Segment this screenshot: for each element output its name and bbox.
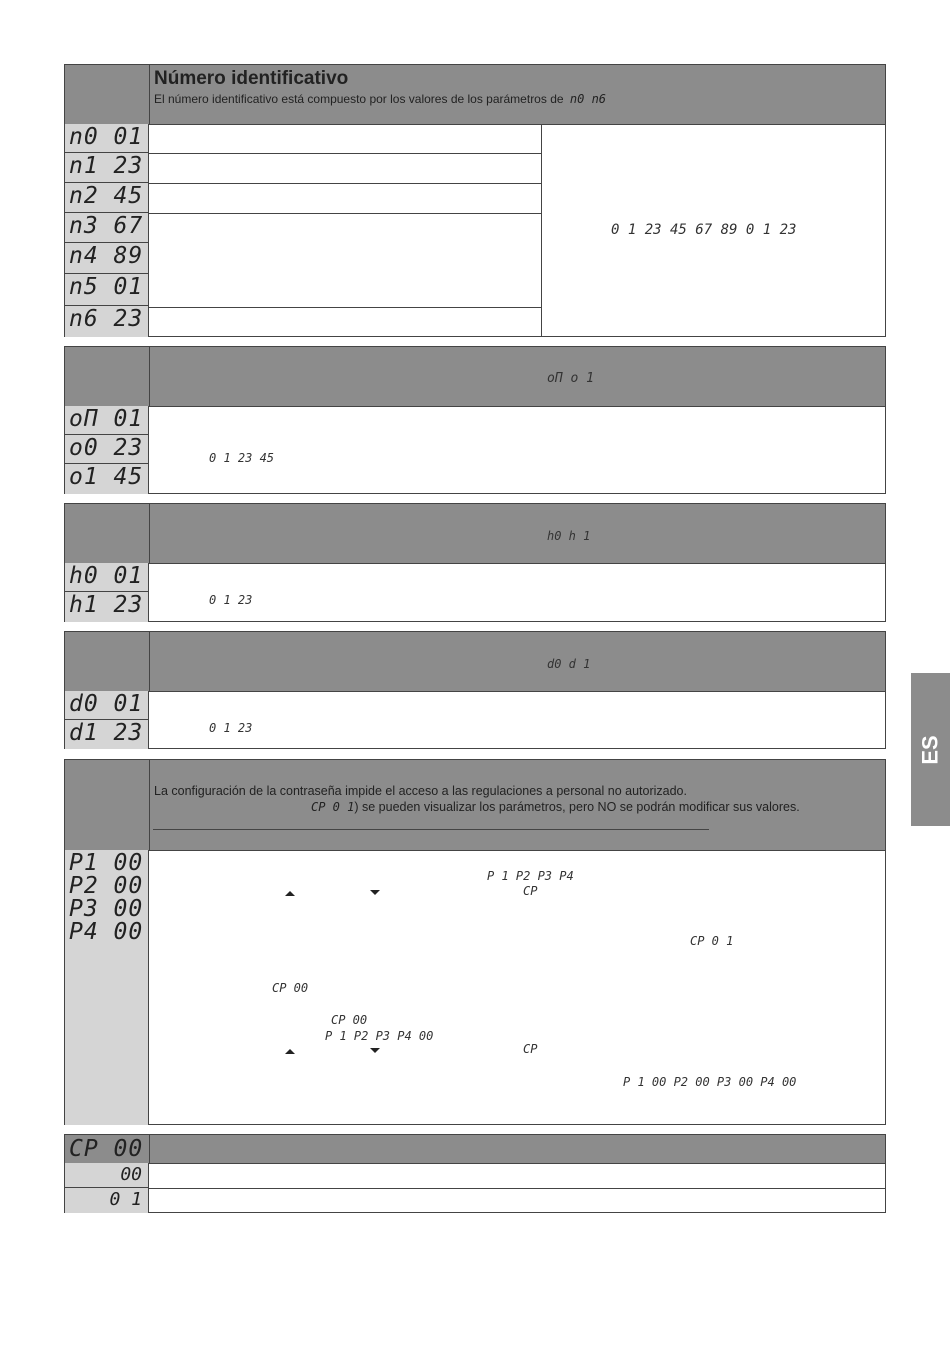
param-range-code: n0 n6 bbox=[569, 92, 607, 106]
cp-value-01: 0 1 bbox=[109, 1189, 142, 1210]
password-code-p-list: P 1 P2 P3 P4 bbox=[487, 869, 574, 883]
arrow-down-icon bbox=[370, 1048, 380, 1053]
password-code-cp00-a: CP 00 bbox=[272, 981, 309, 995]
id-number-subtitle: El número identificativo está compuesto por los valores de los parámetros de n0 n6 bbox=[154, 92, 607, 106]
d-param-labels bbox=[65, 691, 149, 749]
password-code-cp00-b: CP 00 bbox=[331, 1013, 368, 1027]
password-header bbox=[65, 760, 885, 851]
cp-header-code: CP 00 bbox=[69, 1136, 144, 1162]
cp-table bbox=[64, 1134, 886, 1213]
param-n6: n6 23 bbox=[69, 306, 144, 332]
param-h0: h0 01 bbox=[65, 563, 148, 592]
d-param-example: 0 1 23 bbox=[209, 721, 253, 735]
language-tab-label: ES bbox=[917, 734, 943, 765]
password-code-cp: CP bbox=[523, 884, 538, 898]
id-number-title: Número identificativo bbox=[154, 68, 349, 89]
arrow-up-icon bbox=[285, 891, 295, 896]
o-param-header bbox=[65, 347, 885, 407]
param-h1: h1 23 bbox=[69, 592, 144, 618]
param-p4: P4 00 bbox=[69, 919, 144, 945]
o-param-range-code: oΠ o 1 bbox=[547, 371, 594, 386]
h-param-example: 0 1 23 bbox=[209, 593, 253, 607]
d-param-header bbox=[65, 632, 885, 692]
id-number-header bbox=[65, 65, 885, 125]
arrow-up-icon bbox=[285, 1049, 295, 1054]
cp-header bbox=[65, 1135, 885, 1164]
param-o0: o0 23 bbox=[65, 435, 148, 464]
language-tab[interactable] bbox=[911, 673, 950, 826]
param-n2: n2 45 bbox=[65, 183, 148, 213]
id-number-example: 0 1 23 45 67 89 0 1 23 bbox=[611, 222, 797, 238]
param-p1: P1 00 bbox=[69, 850, 144, 876]
cp-value-labels bbox=[65, 1163, 149, 1213]
param-d1: d1 23 bbox=[69, 720, 144, 746]
password-code-p-00: P 1 P2 P3 P4 00 bbox=[325, 1029, 434, 1043]
param-on: oΠ 01 bbox=[65, 406, 148, 435]
o-param-example: 0 1 23 45 bbox=[209, 451, 275, 465]
h-param-labels bbox=[65, 563, 149, 622]
h-param-table bbox=[64, 503, 886, 622]
id-number-table bbox=[64, 64, 886, 337]
param-d0: d0 01 bbox=[65, 691, 148, 720]
h-param-header bbox=[65, 504, 885, 564]
param-n4: n4 89 bbox=[65, 243, 148, 274]
password-param-labels bbox=[65, 850, 149, 1125]
param-n5: n5 01 bbox=[65, 274, 148, 306]
param-n3: n3 67 bbox=[65, 213, 148, 243]
password-code-reset: P 1 00 P2 00 P3 00 P4 00 bbox=[623, 1075, 797, 1089]
id-param-labels bbox=[65, 124, 149, 337]
password-code: CP 0 1 bbox=[311, 800, 355, 814]
o-param-table bbox=[64, 346, 886, 494]
h-param-range-code: h0 h 1 bbox=[547, 529, 591, 543]
password-desc-line1: La configuración de la contraseña impide el acceso a las regulaciones a personal no autorizado. bbox=[154, 784, 687, 798]
password-desc-line2: CP 0 1) se pueden visualizar los parámetros, pero NO se podrán modificar sus valores. bbox=[311, 800, 800, 814]
arrow-down-icon bbox=[370, 890, 380, 895]
param-p3: P3 00 bbox=[69, 896, 144, 922]
o-param-labels bbox=[65, 406, 149, 494]
password-code-cp-b: CP bbox=[523, 1042, 538, 1056]
password-table bbox=[64, 759, 886, 1125]
param-n0: n0 01 bbox=[65, 124, 148, 153]
password-code-cp01: CP 0 1 bbox=[690, 934, 734, 948]
d-param-table bbox=[64, 631, 886, 749]
param-p2: P2 00 bbox=[69, 873, 144, 899]
param-o1: o1 45 bbox=[69, 464, 144, 490]
d-param-range-code: d0 d 1 bbox=[547, 657, 591, 671]
cp-value-00: 00 bbox=[65, 1163, 148, 1188]
param-n1: n1 23 bbox=[65, 153, 148, 183]
